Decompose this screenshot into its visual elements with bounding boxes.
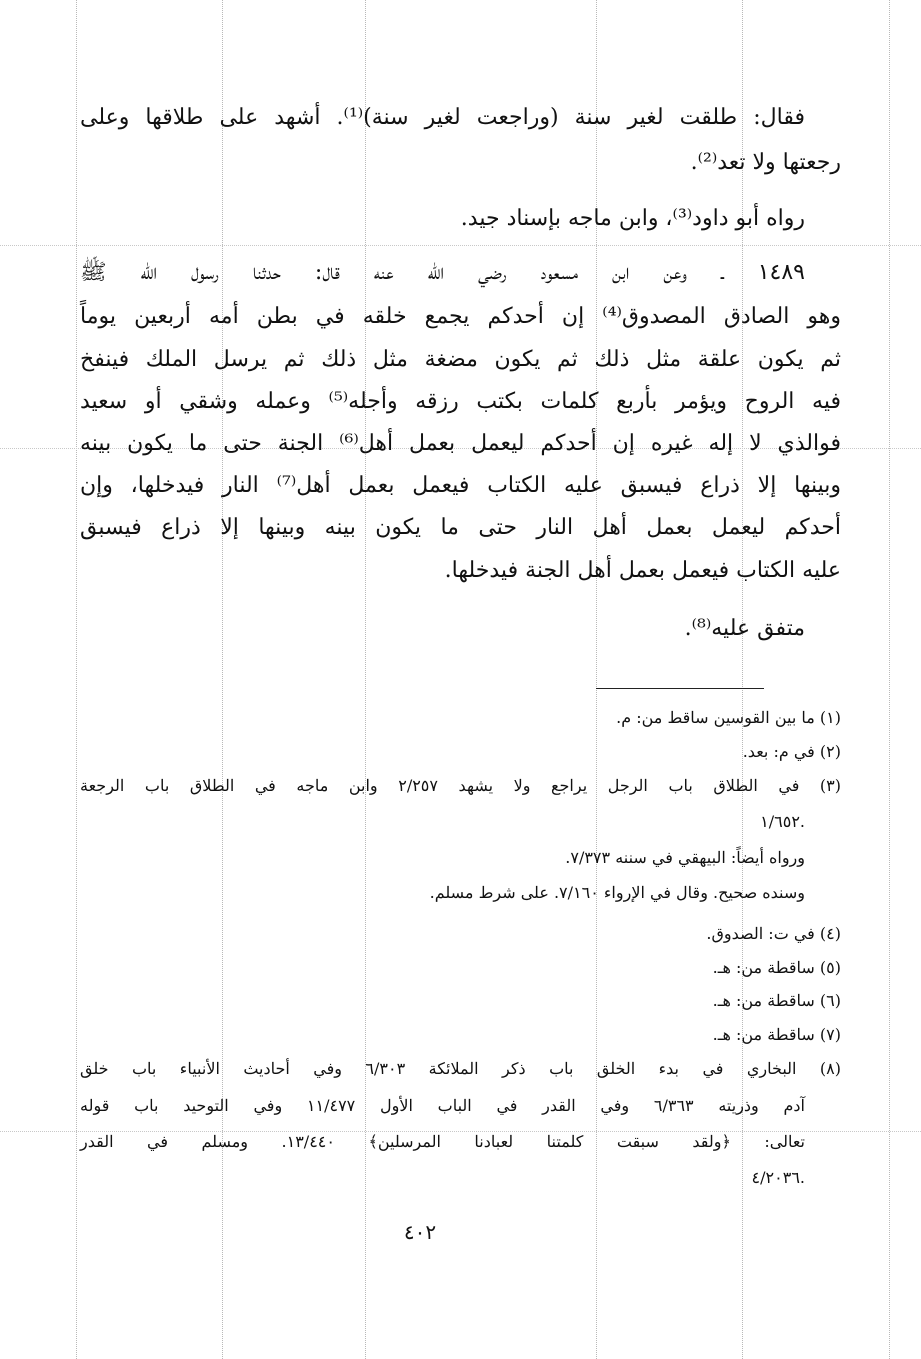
main-text-line: رجعتها ولا تعد⁽²⁾. [690,150,841,175]
scan-guide-line [889,0,890,1359]
footnote-line: (٨) البخاري في بدء الخلق باب ذكر الملائكة ٦/٣٠٣ وفي أحاديث الأنبياء باب خلق [80,1059,842,1078]
footnote-line: (٦) ساقطة من: هـ. [712,991,841,1010]
main-text-line: وبينها إلا ذراع فيسبق عليه الكتاب فيعمل بعمل أهل⁽⁷⁾ النار فيدخلها، وإن [80,473,841,498]
scan-guide-line [76,0,77,1359]
main-text-line: رواه أبو داود⁽³⁾، وابن ماجه بإسناد جيد. [460,206,805,231]
footnote-separator [596,688,764,689]
footnote-line: (٥) ساقطة من: هـ. [712,958,841,977]
hadith-heading-line: ١٤٨٩ ـ وعن ابن مسعود رضي الله عنه قال: حدثنا رسول الله ﷺ [80,260,805,285]
page-number: ٤٠٢ [403,1220,437,1244]
scan-guide-line [222,0,223,1359]
footnote-line: (١) ما بين القوسين ساقط من: م. [616,708,841,727]
main-text-line: ثم يكون علقة مثل ذلك ثم يكون مضغة مثل ذلك ثم يرسل الملك فينفخ [80,347,841,372]
scan-guide-line [365,0,366,1359]
footnote-line: (٤) في ت: الصدوق. [706,924,841,943]
footnote-line: (٣) في الطلاق باب الرجل يراجع ولا يشهد ٢/٢٥٧ وابن ماجه في الطلاق باب الرجعة [80,776,841,795]
footnote-line: وسنده صحيح. وقال في الإرواء ٧/١٦٠. على شرط مسلم. [429,883,805,902]
main-text-line: وهو الصادق المصدوق⁽⁴⁾ إن أحدكم يجمع خلقه في بطن أمه أربعين يوماً [80,304,841,329]
footnote-line: (٢) في م: بعد. [742,742,841,761]
main-text-line: متفق عليه⁽⁸⁾. [684,616,805,641]
footnote-line: تعالى: ﴿ولقد سبقت كلمتنا لعبادنا المرسلين﴾ ١٣/٤٤٠. ومسلم في القدر [80,1132,805,1151]
main-text-line: عليه الكتاب فيعمل بعمل أهل الجنة فيدخلها. [444,558,841,583]
main-text-line: أحدكم ليعمل بعمل أهل النار حتى ما يكون بينه وبينها إلا ذراع فيسبق [80,515,841,540]
footnote-line: ٤/٢٠٣٦. [751,1168,805,1187]
main-text-line: فيه الروح ويؤمر بأربع كلمات بكتب رزقه وأجله⁽⁵⁾ وعمله وشقي أو سعيد [80,389,841,414]
main-text-line: فقال: طلقت لغير سنة (وراجعت لغير سنة)⁽¹⁾. أشهد على طلاقها وعلى [80,105,805,130]
main-text-line: فوالذي لا إله غيره إن أحدكم ليعمل بعمل أهل⁽⁶⁾ الجنة حتى ما يكون بينه [80,431,842,456]
scan-guide-line [0,245,921,246]
footnote-line: ورواه أيضاً: البيهقي في سننه ٧/٣٧٣. [565,848,805,867]
footnote-line: ١/٦٥٢. [760,812,805,831]
footnote-line: (٧) ساقطة من: هـ. [712,1025,841,1044]
footnote-line: آدم وذريته ٦/٣٦٣ وفي القدر في الباب الأول ١١/٤٧٧ وفي التوحيد باب قوله [80,1096,805,1115]
